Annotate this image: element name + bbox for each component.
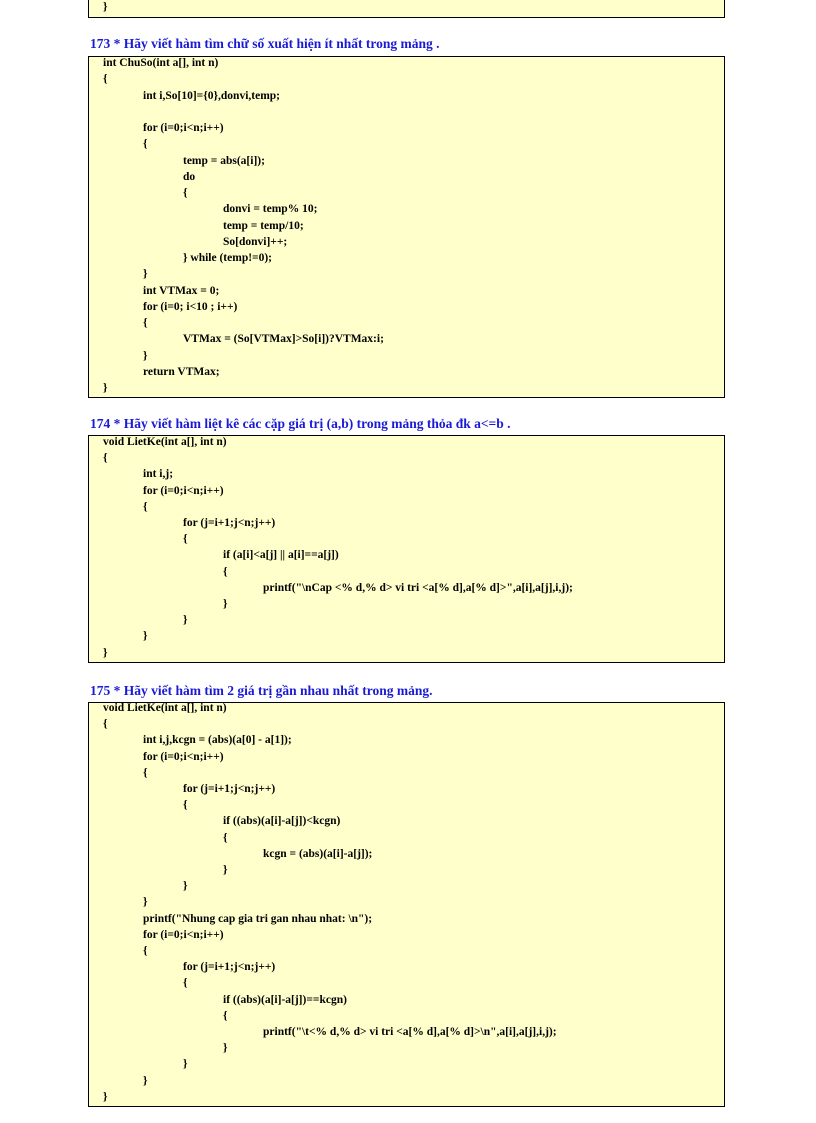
code-line: for (i=0; i<10 ; i++)	[143, 300, 238, 313]
code-line: int ChuSo(int a[], int n)	[103, 57, 219, 69]
code-line: temp = abs(a[i]);	[183, 154, 265, 167]
code-line: {	[183, 977, 188, 990]
code-line: }	[103, 646, 108, 659]
code-line: return VTMax;	[143, 365, 220, 378]
code-line: if ((abs)(a[i]-a[j])==kcgn)	[223, 993, 347, 1006]
code-line: kcgn = (abs)(a[i]-a[j]);	[263, 847, 373, 860]
code-line: }	[223, 598, 228, 610]
code-line: }	[183, 880, 188, 893]
code-line: for (j=i+1;j<n;j++)	[183, 783, 276, 795]
code-line: }	[183, 614, 188, 627]
code-line: if ((abs)(a[i]-a[j])<kcgn)	[223, 815, 341, 828]
code-line: {	[223, 1009, 228, 1022]
code-line: printf("Nhung cap gia tri gan nhau nhat: \n");	[143, 912, 373, 925]
code-line: for (i=0;i<n;i++)	[143, 122, 224, 134]
code-line: }	[103, 1, 108, 13]
code-line: {	[103, 718, 108, 731]
code-line: VTMax = (So[VTMax]>So[i])?VTMax:i;	[183, 333, 384, 346]
code-line: {	[183, 533, 188, 546]
code-line: {	[143, 945, 148, 957]
code-line: {	[223, 565, 228, 578]
code-line: for (i=0;i<n;i++)	[143, 928, 224, 941]
code-line: }	[143, 630, 148, 643]
code-line: donvi = temp% 10;	[223, 203, 318, 216]
code-line: {	[143, 500, 148, 513]
code-line: {	[183, 187, 188, 199]
code-line: {	[223, 831, 228, 844]
code-line: void LietKe(int a[], int n)	[103, 702, 227, 714]
code-line: {	[183, 799, 188, 812]
code-line: }	[183, 1058, 188, 1071]
code-line: int i,j,kcgn = (abs)(a[0] - a[1]);	[143, 734, 292, 747]
code-line: printf("\nCap <% d,% d> vi tri <a[% d],a[% d]>",a[i],a[j],i,j);	[263, 581, 573, 594]
code-line: void LietKe(int a[], int n)	[103, 436, 227, 448]
code-line: for (i=0;i<n;i++)	[143, 750, 224, 763]
code-line: }	[143, 896, 148, 909]
exercise-heading: 174 * Hãy viết hàm liệt kê các cặp giá trị (a,b) trong mảng thỏa đk a<=b .	[90, 416, 511, 431]
code-line: }	[103, 382, 108, 394]
code-line: if (a[i]<a[j] || a[i]==a[j])	[223, 549, 339, 562]
code-line: }	[143, 1074, 148, 1087]
code-line: {	[143, 317, 148, 329]
exercise-heading: 173 * Hãy viết hàm tìm chữ số xuất hiện ít nhất trong mảng .	[90, 36, 440, 51]
code-line: {	[103, 73, 108, 86]
code-line: temp = temp/10;	[223, 219, 304, 232]
code-line: for (i=0;i<n;i++)	[143, 484, 224, 497]
code-line: int VTMax = 0;	[143, 284, 220, 297]
code-line: }	[143, 268, 148, 281]
code-line: int i,j;	[143, 468, 174, 481]
code-line: {	[143, 766, 148, 779]
code-line: So[donvi]++;	[223, 235, 288, 248]
code-line: {	[143, 138, 148, 151]
code-box	[88, 56, 725, 398]
code-line: do	[183, 170, 196, 183]
code-box	[88, 435, 725, 663]
code-line: }	[223, 1042, 228, 1055]
previous-code-box	[88, 0, 725, 18]
code-line: }	[223, 864, 228, 876]
code-line: for (j=i+1;j<n;j++)	[183, 961, 276, 974]
code-line: }	[103, 1090, 108, 1103]
code-line: } while (temp!=0);	[183, 252, 273, 264]
code-line: int i,So[10]={0},donvi,temp;	[143, 89, 281, 102]
code-line: }	[143, 349, 148, 362]
code-line: {	[103, 452, 108, 465]
code-line: printf("\t<% d,% d> vi tri <a[% d],a[% d]>\n",a[i],a[j],i,j);	[263, 1026, 557, 1038]
code-box	[88, 702, 725, 1107]
exercise-heading: 175 * Hãy viết hàm tìm 2 giá trị gần nhau nhất trong mảng.	[90, 683, 433, 698]
code-line: for (j=i+1;j<n;j++)	[183, 517, 276, 529]
